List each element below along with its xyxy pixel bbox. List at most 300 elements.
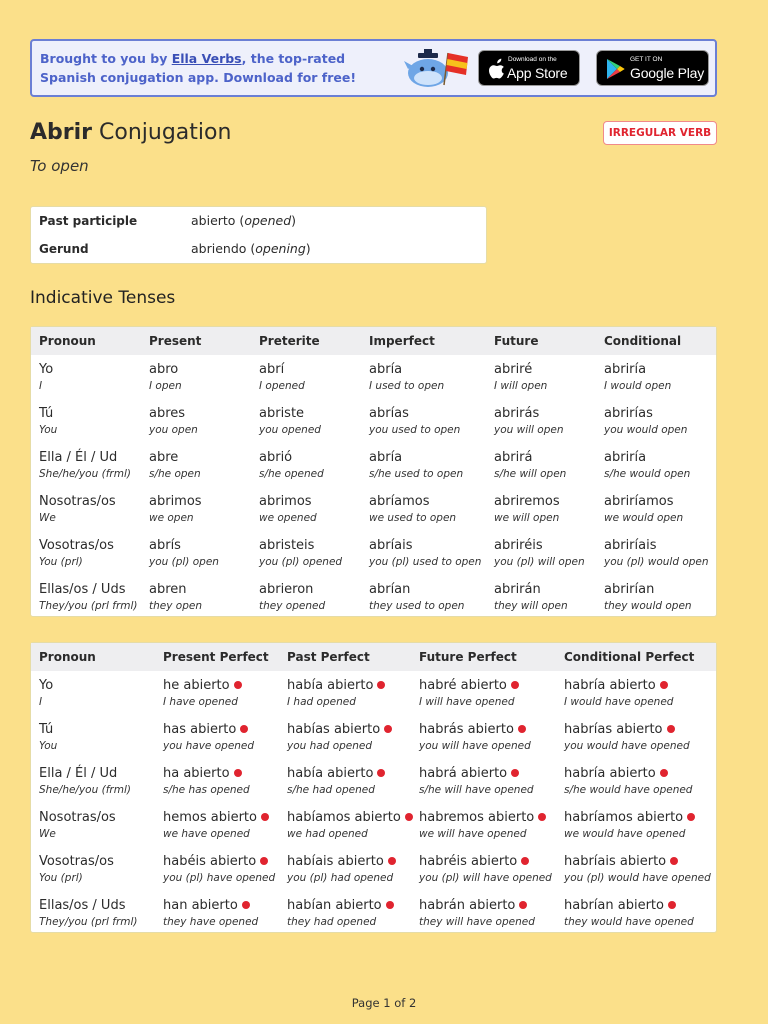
form-label: Past participle xyxy=(39,214,138,228)
conjugation-cell xyxy=(287,765,385,798)
conjugation xyxy=(149,493,202,510)
conjugation-cell xyxy=(163,677,242,710)
spanish-text: habréis abierto xyxy=(419,854,518,869)
pronoun xyxy=(39,809,116,826)
conjugation-cell xyxy=(287,721,392,754)
irregular-dot-icon xyxy=(260,857,268,865)
conjugation xyxy=(259,361,305,378)
conjugation xyxy=(419,677,519,694)
conjugation xyxy=(163,765,250,782)
translation: you (pl) will have opened xyxy=(419,872,552,884)
spanish-text: ha abierto xyxy=(163,766,230,781)
irregular-dot-icon xyxy=(386,901,394,909)
page-title xyxy=(30,120,231,145)
conjugation-cell xyxy=(564,677,673,710)
conjugation xyxy=(604,493,683,510)
pronoun xyxy=(39,581,138,598)
translation: I opened xyxy=(259,380,305,392)
conjugation xyxy=(287,677,385,694)
column-header: Future xyxy=(494,334,539,348)
pronoun xyxy=(39,677,53,694)
conjugation xyxy=(604,361,671,378)
conjugation xyxy=(564,809,695,826)
promo-text-pre: Brought to you by xyxy=(40,51,172,66)
pronoun-cell xyxy=(39,405,57,438)
pronoun xyxy=(39,537,114,554)
conjugation xyxy=(287,853,396,870)
google-play-button[interactable] xyxy=(596,50,709,86)
conjugation-cell xyxy=(163,853,275,886)
conjugation-cell xyxy=(149,493,202,526)
section-title: Indicative Tenses xyxy=(30,288,176,308)
spanish-text: habremos abierto xyxy=(419,810,535,825)
translation: I xyxy=(39,696,43,708)
conjugation xyxy=(163,809,269,826)
conjugation-cell xyxy=(149,405,198,438)
irregular-dot-icon xyxy=(377,681,385,689)
conjugation-cell xyxy=(564,809,695,842)
translation: She/he/you (frml) xyxy=(39,784,131,796)
spanish-text: abrirás xyxy=(494,406,540,421)
spanish-text: abrimos xyxy=(149,494,202,509)
conjugation-cell xyxy=(494,493,560,526)
translation: we would open xyxy=(604,512,684,524)
translation: we open xyxy=(149,512,194,524)
spanish-text: habré abierto xyxy=(419,678,507,693)
translation: you would open xyxy=(604,424,688,436)
spanish-text: habéis abierto xyxy=(163,854,257,869)
irregular-dot-icon xyxy=(384,725,392,733)
conjugation-cell xyxy=(163,897,258,930)
conjugation-cell xyxy=(149,537,219,570)
irregular-dot-icon xyxy=(519,901,527,909)
spanish-text: Tú xyxy=(39,406,54,421)
spanish-text: habrías abierto xyxy=(564,722,663,737)
conjugation xyxy=(287,765,385,782)
irregular-dot-icon xyxy=(521,857,529,865)
spanish-text: habría abierto xyxy=(564,766,656,781)
spanish-text: abriréis xyxy=(494,538,543,553)
conjugation-cell xyxy=(419,721,531,754)
pronoun xyxy=(39,721,57,738)
conjugation xyxy=(564,765,692,782)
spanish-text: abro xyxy=(149,362,179,377)
conjugation xyxy=(604,405,687,422)
spanish-text: abrís xyxy=(149,538,181,553)
spanish-text: Ella / Él / Ud xyxy=(39,450,118,465)
whale-mascot-icon xyxy=(404,47,470,91)
translation: s/he opened xyxy=(259,468,324,480)
pronoun xyxy=(39,449,131,466)
conjugation-cell xyxy=(369,493,456,526)
spanish-text: habrá abierto xyxy=(419,766,508,781)
conjugation-cell xyxy=(369,361,444,394)
translation: you will have opened xyxy=(419,740,531,752)
spanish-text: abría xyxy=(369,450,403,465)
translation: they opened xyxy=(259,600,326,612)
translation: s/he will open xyxy=(494,468,567,480)
conjugation xyxy=(419,809,546,826)
conjugation-cell xyxy=(259,405,321,438)
conjugation xyxy=(419,897,535,914)
irregular-dot-icon xyxy=(670,857,678,865)
spanish-text: habías abierto xyxy=(287,722,381,737)
spanish-text: has abierto xyxy=(163,722,237,737)
promo-text xyxy=(40,49,390,87)
google-play-small-text: GET IT ON xyxy=(630,56,663,63)
translation: s/he had opened xyxy=(287,784,375,796)
translation: we would have opened xyxy=(564,828,686,840)
irregular-dot-icon xyxy=(388,857,396,865)
conjugation xyxy=(287,721,392,738)
pronoun xyxy=(39,493,116,510)
spanish-text: abríais xyxy=(369,538,413,553)
spanish-text: he abierto xyxy=(163,678,230,693)
conjugation xyxy=(163,853,275,870)
translation: we had opened xyxy=(287,828,368,840)
conjugation xyxy=(287,809,413,826)
conjugation-cell xyxy=(163,809,269,842)
translation: we will open xyxy=(494,512,560,524)
translation: I have opened xyxy=(163,696,238,708)
pronoun xyxy=(39,405,57,422)
conjugation xyxy=(369,537,481,554)
spanish-text: hemos abierto xyxy=(163,810,257,825)
promo-banner xyxy=(30,39,717,97)
spanish-text: Yo xyxy=(39,362,54,377)
translation: I xyxy=(39,380,43,392)
title-suffix: Conjugation xyxy=(92,120,232,145)
translation: you (pl) will open xyxy=(494,556,585,568)
conjugation xyxy=(604,537,709,554)
translation: they used to open xyxy=(369,600,465,612)
conjugation-cell xyxy=(259,449,324,482)
conjugation-cell xyxy=(604,581,692,614)
translation: s/he will have opened xyxy=(419,784,534,796)
conjugation-cell xyxy=(259,493,317,526)
conjugation xyxy=(494,361,547,378)
spanish-text: abriría xyxy=(604,362,647,377)
translation: I open xyxy=(149,380,182,392)
conjugation-cell xyxy=(369,537,481,570)
spanish-text: abriremos xyxy=(494,494,560,509)
conjugation-cell xyxy=(604,405,687,438)
translation: you (pl) would open xyxy=(604,556,709,568)
conjugation-cell xyxy=(564,721,690,754)
conjugation-cell xyxy=(149,581,202,614)
spanish-text: habríamos abierto xyxy=(564,810,684,825)
translation: s/he would open xyxy=(604,468,691,480)
gerund-row xyxy=(31,235,486,263)
column-header: Conditional xyxy=(604,334,682,348)
pronoun xyxy=(39,853,114,870)
google-play-big-text: Google Play xyxy=(630,65,705,81)
column-header: Conditional Perfect xyxy=(564,650,695,664)
conjugation-cell xyxy=(369,449,463,482)
translation: I will open xyxy=(494,380,548,392)
translation: we will have opened xyxy=(419,828,527,840)
spanish-text: habían abierto xyxy=(287,898,382,913)
spanish-text: habría abierto xyxy=(564,678,656,693)
conjugation-cell xyxy=(419,765,534,798)
spanish-text: Ellas/os / Uds xyxy=(39,898,126,913)
conjugation xyxy=(419,721,531,738)
irregular-dot-icon xyxy=(687,813,695,821)
irregular-dot-icon xyxy=(242,901,250,909)
irregular-dot-icon xyxy=(660,769,668,777)
spanish-text: Tú xyxy=(39,722,54,737)
conjugation-cell xyxy=(564,765,692,798)
conjugation-cell xyxy=(259,581,325,614)
pronoun-cell xyxy=(39,721,57,754)
translation: s/he would have opened xyxy=(564,784,693,796)
conjugation-cell xyxy=(163,721,254,754)
conjugation xyxy=(494,493,560,510)
spanish-text: abrí xyxy=(259,362,285,377)
irregular-dot-icon xyxy=(518,725,526,733)
conjugation-cell xyxy=(419,677,519,710)
conjugation xyxy=(287,897,394,914)
spanish-text: abrías xyxy=(369,406,409,421)
pronoun-cell xyxy=(39,581,138,614)
conjugation xyxy=(494,581,568,598)
pronoun-cell xyxy=(39,809,116,842)
conjugation xyxy=(564,897,694,914)
translation: you will open xyxy=(494,424,564,436)
pronoun xyxy=(39,361,53,378)
irregular-dot-icon xyxy=(667,725,675,733)
app-store-button[interactable] xyxy=(478,50,580,86)
translation: s/he open xyxy=(149,468,201,480)
irregular-dot-icon xyxy=(377,769,385,777)
conjugation-cell xyxy=(149,361,182,394)
spanish-text: abriría xyxy=(604,450,647,465)
conjugation xyxy=(259,405,321,422)
spanish-text: Vosotras/os xyxy=(39,538,114,553)
conjugation xyxy=(259,493,317,510)
column-header: Pronoun xyxy=(39,650,96,664)
app-store-small-text: Download on the xyxy=(508,56,557,63)
spanish-text: abrirían xyxy=(604,582,655,597)
translation: they open xyxy=(149,600,202,612)
translation: I would have opened xyxy=(564,696,674,708)
spanish-text: abrió xyxy=(259,450,293,465)
conjugation-cell xyxy=(419,853,552,886)
conjugation-cell xyxy=(564,897,694,930)
conjugation-cell xyxy=(604,449,690,482)
irregular-dot-icon xyxy=(668,901,676,909)
translation: you (pl) had opened xyxy=(287,872,394,884)
conjugation xyxy=(163,721,254,738)
conjugation xyxy=(564,853,711,870)
conjugation xyxy=(564,677,673,694)
simple-tenses-table xyxy=(30,326,717,617)
column-header: Preterite xyxy=(259,334,320,348)
conjugation-cell xyxy=(149,449,201,482)
spanish-text: Nosotras/os xyxy=(39,494,116,509)
conjugation-cell xyxy=(287,809,413,842)
translation: they would open xyxy=(604,600,692,612)
verb-name: Abrir xyxy=(30,120,93,145)
spanish-text: habíais abierto xyxy=(287,854,384,869)
translation: We xyxy=(39,828,56,840)
spanish-text: Ellas/os / Uds xyxy=(39,582,126,597)
conjugation xyxy=(149,361,182,378)
conjugation xyxy=(604,449,690,466)
conjugation-cell xyxy=(369,581,464,614)
conjugation-cell xyxy=(494,361,547,394)
table-header xyxy=(31,327,716,355)
spanish-text: abrían xyxy=(369,582,411,597)
translation: I had opened xyxy=(287,696,356,708)
spanish-text: abres xyxy=(149,406,186,421)
translation: s/he has opened xyxy=(163,784,250,796)
conjugation xyxy=(369,449,463,466)
pronoun-cell xyxy=(39,361,53,394)
promo-text-post: , the top-rated Spanish conjugation app. Download for free! xyxy=(40,51,357,85)
spanish-text: habíamos abierto xyxy=(287,810,401,825)
conjugation-cell xyxy=(419,897,535,930)
page-number: Page 1 of 2 xyxy=(351,996,417,1010)
spanish-text: habrás abierto xyxy=(419,722,514,737)
translation: I would open xyxy=(604,380,672,392)
conjugation xyxy=(149,581,202,598)
spanish-text: abriríamos xyxy=(604,494,674,509)
conjugation xyxy=(494,449,566,466)
irregular-dot-icon xyxy=(405,813,413,821)
translation: I will have opened xyxy=(419,696,515,708)
pronoun-cell xyxy=(39,897,138,930)
translation: they will open xyxy=(494,600,568,612)
translation: She/he/you (frml) xyxy=(39,468,131,480)
translation: I used to open xyxy=(369,380,445,392)
app-store-big-text: App Store xyxy=(507,65,568,81)
irregular-dot-icon xyxy=(511,769,519,777)
form-english: opened xyxy=(244,213,292,228)
conjugation-cell xyxy=(494,405,564,438)
pronoun-cell xyxy=(39,765,131,798)
translation: you (pl) used to open xyxy=(369,556,482,568)
translation: You (prl) xyxy=(39,872,83,884)
conjugation xyxy=(259,537,342,554)
conjugation-cell xyxy=(259,361,305,394)
conjugation xyxy=(369,361,444,378)
translation: you opened xyxy=(259,424,321,436)
conjugation-cell xyxy=(604,537,709,570)
verb-forms-box xyxy=(30,206,487,264)
conjugation-cell xyxy=(287,897,394,930)
column-header: Imperfect xyxy=(369,334,435,348)
conjugation xyxy=(369,405,460,422)
spanish-text: abrirías xyxy=(604,406,653,421)
ella-verbs-link[interactable]: Ella Verbs xyxy=(171,51,242,66)
spanish-text: abríamos xyxy=(369,494,430,509)
spanish-text: habríais abierto xyxy=(564,854,667,869)
translation: They/you (prl frml) xyxy=(39,600,138,612)
spanish-text: abría xyxy=(369,362,403,377)
irregular-dot-icon xyxy=(261,813,269,821)
pronoun-cell xyxy=(39,853,114,886)
conjugation-cell xyxy=(604,361,671,394)
irregular-verb-badge: IRREGULAR VERB xyxy=(603,121,717,145)
spanish-text: abrimos xyxy=(259,494,312,509)
pronoun xyxy=(39,897,138,914)
translation: they will have opened xyxy=(419,916,535,928)
form-value: abriendo (opening) xyxy=(191,241,311,256)
translation: you used to open xyxy=(369,424,461,436)
conjugation xyxy=(259,449,324,466)
translation: You xyxy=(39,424,58,436)
conjugation xyxy=(494,537,585,554)
perfect-tenses-table xyxy=(30,642,717,933)
spanish-text: abrirá xyxy=(494,450,533,465)
spanish-text: abriré xyxy=(494,362,533,377)
translation: you would have opened xyxy=(564,740,690,752)
column-header: Past Perfect xyxy=(287,650,370,664)
pronoun-cell xyxy=(39,677,53,710)
translation: we used to open xyxy=(369,512,457,524)
spanish-text: Ella / Él / Ud xyxy=(39,766,118,781)
verb-translation: To open xyxy=(30,157,89,175)
form-value: abierto (opened) xyxy=(191,213,297,228)
irregular-dot-icon xyxy=(660,681,668,689)
column-header: Present Perfect xyxy=(163,650,269,664)
form-label: Gerund xyxy=(39,242,89,256)
conjugation xyxy=(259,581,325,598)
irregular-dot-icon xyxy=(511,681,519,689)
conjugation-cell xyxy=(494,537,585,570)
conjugation xyxy=(369,581,464,598)
conjugation xyxy=(163,897,258,914)
spanish-text: había abierto xyxy=(287,678,374,693)
spanish-text: habrían abierto xyxy=(564,898,664,913)
irregular-dot-icon xyxy=(234,681,242,689)
form-spanish: abierto xyxy=(191,213,236,228)
conjugation xyxy=(149,537,219,554)
spanish-text: Vosotras/os xyxy=(39,854,114,869)
conjugation-cell xyxy=(419,809,546,842)
form-spanish: abriendo xyxy=(191,241,247,256)
spanish-text: abren xyxy=(149,582,187,597)
apple-logo-icon xyxy=(487,58,507,80)
conjugation-cell xyxy=(259,537,342,570)
conjugation-cell xyxy=(494,449,566,482)
translation: They/you (prl frml) xyxy=(39,916,138,928)
conjugation-cell xyxy=(604,493,683,526)
spanish-text: han abierto xyxy=(163,898,238,913)
google-play-logo-icon xyxy=(605,58,625,80)
conjugation xyxy=(163,677,242,694)
translation: you (pl) opened xyxy=(259,556,343,568)
pronoun-cell xyxy=(39,493,116,526)
translation: you had opened xyxy=(287,740,373,752)
conjugation-cell xyxy=(287,853,396,886)
spanish-text: Nosotras/os xyxy=(39,810,116,825)
conjugation-cell xyxy=(564,853,711,886)
conjugation-cell xyxy=(494,581,568,614)
spanish-text: abriríais xyxy=(604,538,657,553)
translation: they had opened xyxy=(287,916,377,928)
irregular-dot-icon xyxy=(234,769,242,777)
translation: they have opened xyxy=(163,916,259,928)
spanish-text: habrán abierto xyxy=(419,898,516,913)
conjugation xyxy=(604,581,692,598)
irregular-dot-icon xyxy=(240,725,248,733)
conjugation xyxy=(494,405,564,422)
translation: you (pl) would have opened xyxy=(564,872,711,884)
conjugation xyxy=(369,493,456,510)
spanish-text: abrieron xyxy=(259,582,314,597)
